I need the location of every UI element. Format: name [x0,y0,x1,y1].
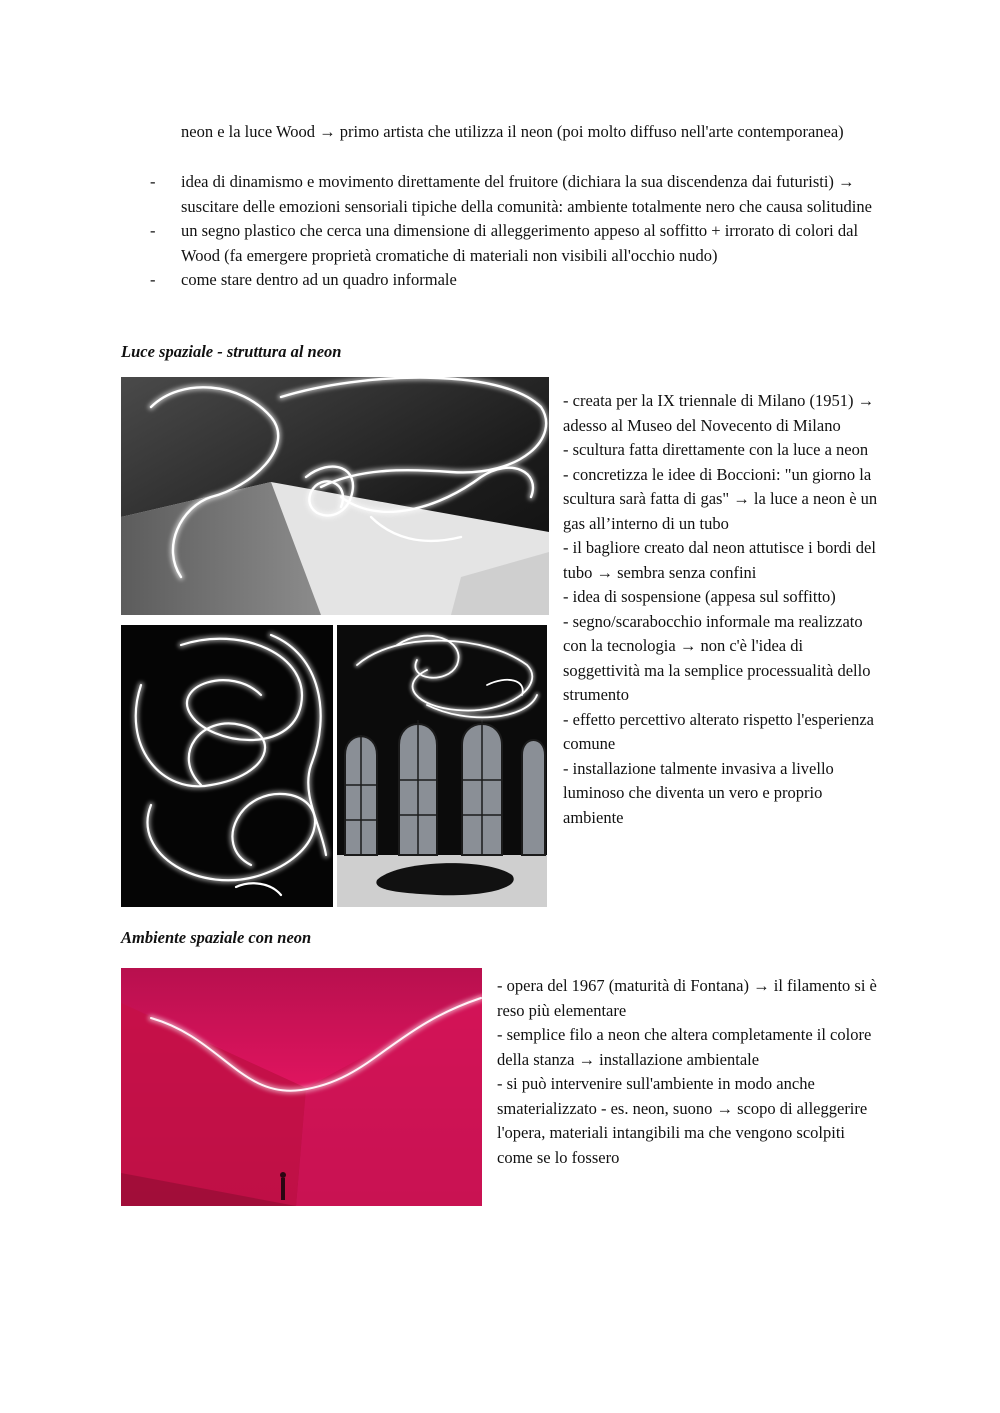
note-line: - creata per la IX triennale di Milano (1951) → adesso al Museo del Novecento di Milano [563,391,875,435]
bullet-marker: - [150,270,156,289]
note-line: - concretizza le idee di Boccioni: "un giorno la scultura sarà fatta di gas" → la luce a neon è un gas all’interno di un tubo [563,464,878,533]
bullet-marker: - [150,172,156,191]
bullet-list [150,170,880,293]
neon-ceiling-photo [121,377,549,615]
museum-installation-photo [337,625,547,907]
note-line: - segno/scarabocchio informale ma realizzato con la tecnologia → non c'è l'idea di soggettività ma la semplice processualità dello strumento [563,611,871,704]
list-item [150,170,880,219]
ambiente-spaziale-notes [497,974,882,1170]
section-heading-ambiente-spaziale: Ambiente spaziale con neon [121,928,312,947]
bullet-text: un segno plastico che cerca una dimensione di alleggerimento appeso al soffitto + irrorato di colori dal Wood (fa emergere proprietà cromatiche di materiali non visibili all'occhio nudo) [181,221,859,265]
bullet-marker: - [150,221,156,240]
neon-loops-photo [121,625,333,907]
section-heading-luce-spaziale: Luce spaziale - struttura al neon [121,342,342,361]
note-line: - effetto percettivo alterato rispetto l'esperienza comune [563,709,874,753]
bullet-continuation: neon e la luce Wood → primo artista che utilizza il neon (poi molto diffuso nell'arte contemporanea) [181,122,844,141]
note-line: - installazione talmente invasiva a livello luminoso che diventa un vero e proprio ambiente [563,758,834,827]
bullet-text: come stare dentro ad un quadro informale [181,270,457,289]
note-line: - scultura fatta direttamente con la luce a neon [563,440,869,459]
note-line: - semplice filo a neon che altera completamente il colore della stanza → installazione ambientale [497,1025,872,1069]
note-line: - opera del 1967 (maturità di Fontana) → il filamento si è reso più elementare [497,976,877,1020]
red-neon-room-photo [121,968,482,1206]
bullet-text: idea di dinamismo e movimento direttamente del fruitore (dichiara la sua discendenza dai futuristi) → suscitare delle emozioni sensoriali tipiche della comunità: ambiente totalmente nero che causa solitudine [181,172,872,216]
note-line: - si può intervenire sull'ambiente in modo anche smaterializzato - es. neon, suono → scopo di alleggerire l'opera, materiali intangibili ma che vengono scolpiti come se lo fossero [497,1074,868,1167]
list-item [150,268,880,293]
note-line: - il bagliore creato dal neon attutisce i bordi del tubo → sembra senza confini [563,538,876,582]
list-item [150,219,880,268]
luce-spaziale-notes [563,389,883,830]
note-line: - idea di sospensione (appesa sul soffitto) [563,587,836,606]
